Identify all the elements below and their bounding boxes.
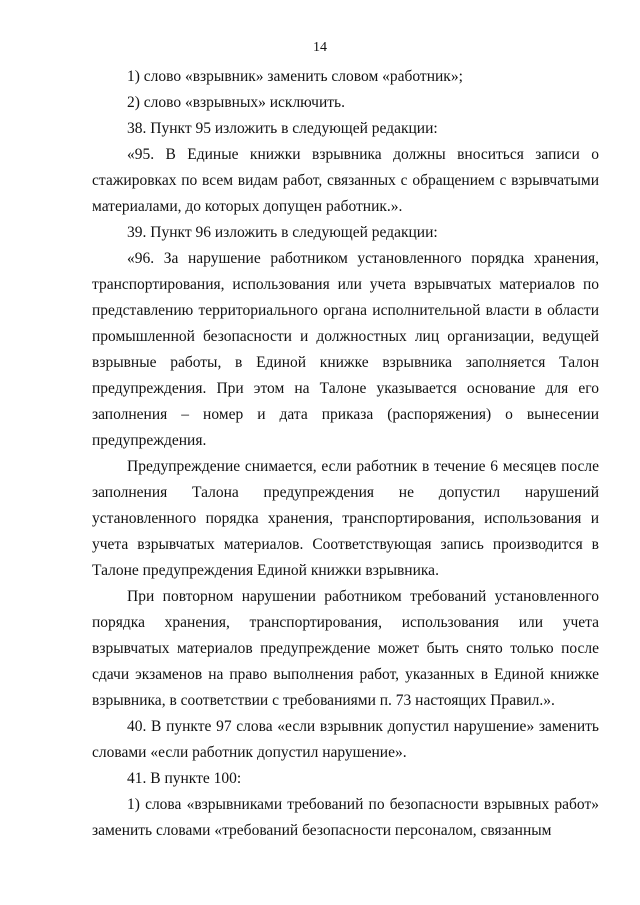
paragraph-7: Предупреждение снимается, если работник в течение 6 месяцев после заполнения Талона предупреждения не допустил нарушений установленного порядка хранения, транспортирования, использования и учета взрывчатых материалов. Соответствующая запись производится в Талоне предупреждения Единой книжки взрывника. — [92, 458, 599, 579]
paragraph-3: 38. Пункт 95 изложить в следующей редакции: — [127, 120, 438, 137]
paragraph-2: 2) слово «взрывных» исключить. — [127, 94, 345, 111]
paragraph-8: При повторном нарушении работником требований установленного порядка хранения, транспортирования, использования или учета взрывчатых материалов предупреждение может быть снято только после сдачи экзаменов на право выполнения работ, указанных в Единой книжке взрывника, в соответствии с требованиями п. 73 настоящих Правил.». — [92, 588, 599, 709]
paragraph-9: 40. В пункте 97 слова «если взрывник допустил нарушение» заменить словами «если работник допустил нарушение». — [92, 718, 599, 761]
paragraph-1: 1) слово «взрывник» заменить словом «работник»; — [127, 68, 463, 85]
document-body — [92, 64, 599, 844]
paragraph-5: 39. Пункт 96 изложить в следующей редакции: — [127, 224, 438, 241]
paragraph-4: «95. В Единые книжки взрывника должны вноситься записи о стажировках по всем видам работ, связанных с обращением с взрывчатыми материалами, до которых допущен работник.». — [92, 146, 599, 215]
paragraph-6: «96. За нарушение работником установленного порядка хранения, транспортирования, использования или учета взрывчатых материалов по представлению территориального органа исполнительной власти в области промышленной безопасности и должностных лиц организации, ведущей взрывные работы, в Единой книжке взрывника заполняется Талон предупреждения. При этом на Талоне указывается основание для его заполнения – номер и дата приказа (распоряжения) о вынесении предупреждения. — [92, 250, 599, 449]
page-number: 14 — [313, 40, 327, 55]
paragraph-10: 41. В пункте 100: — [127, 770, 242, 787]
paragraph-11: 1) слова «взрывниками требований по безопасности взрывных работ» заменить словами «требований безопасности персоналом, связанным — [92, 796, 599, 839]
